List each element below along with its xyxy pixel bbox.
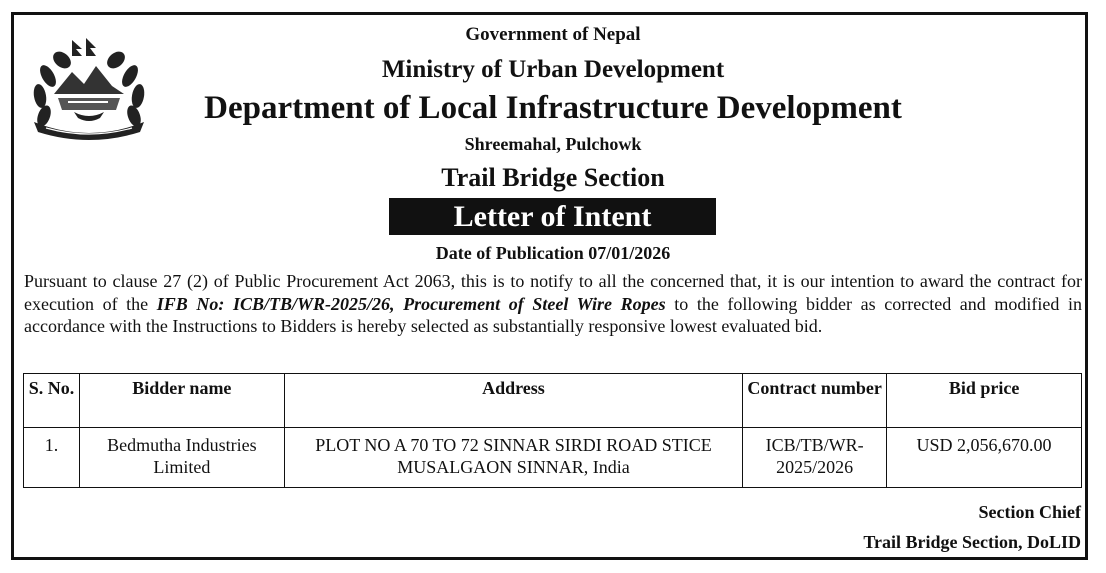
location-line: Shreemahal, Pulchowk: [464, 134, 642, 154]
signatory-office: Trail Bridge Section, DoLID: [863, 532, 1081, 552]
notice-body: [24, 270, 1082, 338]
cell-address: PLOT NO A 70 TO 72 SINNAR SIRDI ROAD STICE MUSALGAON SINNAR, India: [284, 428, 742, 488]
cell-price: USD 2,056,670.00: [887, 428, 1082, 488]
table-header-row: [24, 374, 1082, 428]
col-header-price: Bid price: [887, 374, 1082, 428]
government-heading: Government of Nepal: [465, 24, 641, 45]
ifb-reference: IFB No: ICB/TB/WR-2025/26, Procurement of Steel Wire Ropes: [156, 293, 666, 314]
col-header-contract: Contract number: [743, 374, 887, 428]
section-heading: Trail Bridge Section: [441, 163, 665, 192]
cell-contract: ICB/TB/WR-2025/2026: [743, 428, 887, 488]
col-header-address: Address: [284, 374, 742, 428]
notice-title: Letter of Intent: [389, 198, 716, 235]
body-text-2: to the following bidder as corrected and modified in accordance with the Instructions to Bidders is hereby selected as substantially responsive lowest evaluated bid.: [24, 293, 1082, 336]
signatory-title: Section Chief: [978, 502, 1081, 522]
bidder-table: [23, 373, 1082, 488]
cell-sno: 1.: [24, 428, 80, 488]
col-header-bidder: Bidder name: [79, 374, 284, 428]
department-heading: Department of Local Infrastructure Development: [204, 90, 902, 126]
table-row: [24, 428, 1082, 488]
col-header-sno: S. No.: [24, 374, 80, 428]
cell-bidder: Bedmutha Industries Limited: [79, 428, 284, 488]
body-text-1: Pursuant to clause 27 (2) of Public Procurement Act 2063, this is to notify to all the concerned that, it is our intention to award the contract for execution of the: [24, 271, 1082, 314]
publication-date: Date of Publication 07/01/2026: [435, 243, 671, 263]
ministry-heading: Ministry of Urban Development: [381, 56, 725, 83]
